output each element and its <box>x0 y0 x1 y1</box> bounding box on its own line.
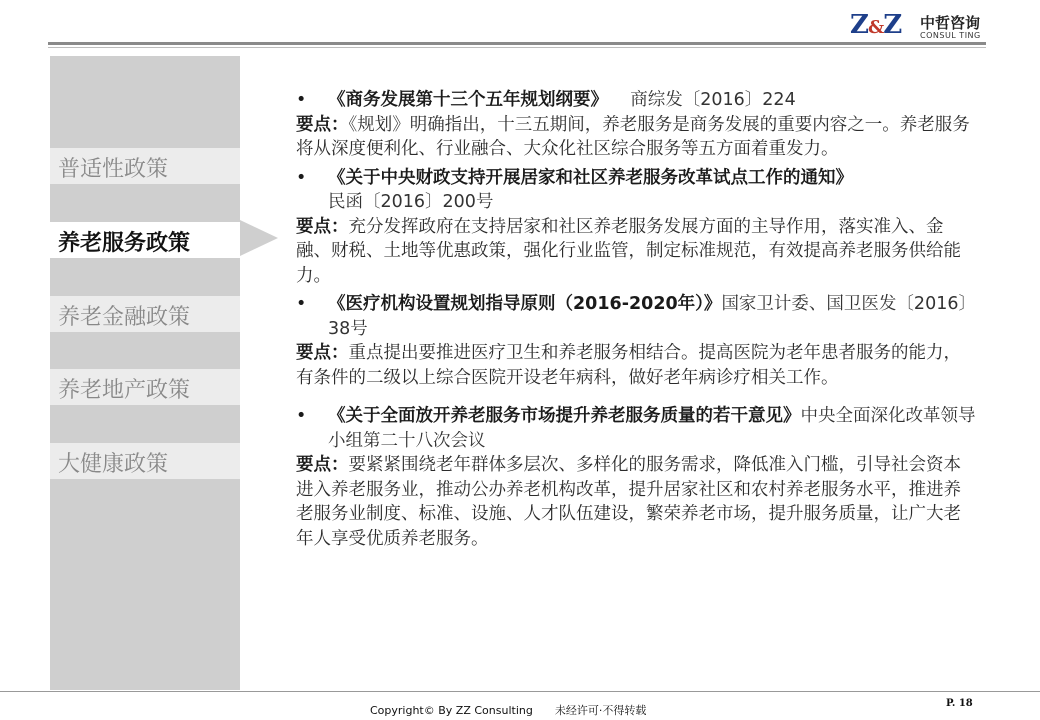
sidebar-item-elderly-service-policy[interactable] <box>50 222 240 258</box>
sidebar-item-label: 普适性政策 <box>58 157 169 182</box>
policy-title-line <box>296 166 976 215</box>
sidebar-item-elderly-finance-policy[interactable] <box>50 296 240 332</box>
point-text: 《规划》明确指出，十三五期间，养老服务是商务发展的重要内容之一。养老服务将从深度便利化、行业融合、大众化社区综合服务等五方面着重发力。 <box>296 114 970 159</box>
point-text: 要紧紧围绕老年群体多层次、多样化的服务需求，降低准入门槛，引导社会资本进入养老服务业，推动公办养老机构改革，提升居家社区和农村养老服务水平，推进养老服务业制度、标准、设施、人才队伍建设，繁荣养老市场，提升服务质量，让广大老年人享受优质养老服务。 <box>296 455 961 549</box>
policy-item <box>296 404 976 551</box>
footer <box>370 702 646 718</box>
policy-item <box>296 292 976 390</box>
page-number: P. 18 <box>946 698 973 709</box>
policy-title-line <box>296 292 976 341</box>
footer-divider <box>0 691 1040 692</box>
sidebar-item-label: 养老服务政策 <box>58 231 191 256</box>
policy-item <box>296 166 976 289</box>
header-divider <box>48 42 986 45</box>
header-divider-thin <box>48 47 986 48</box>
reprint-notice: 未经许可·不得转载 <box>554 704 647 717</box>
policy-title-line <box>296 404 976 453</box>
company-logo <box>850 10 990 42</box>
policy-point <box>296 113 976 162</box>
sidebar-item-health-policy[interactable] <box>50 443 240 479</box>
logo-english-name: CONSUL TING <box>920 31 981 40</box>
policy-title-line <box>296 88 976 113</box>
sidebar-item-universal-policy[interactable] <box>50 148 240 184</box>
active-pointer-arrow-icon <box>240 220 278 256</box>
sidebar-item-label: 大健康政策 <box>58 452 169 477</box>
bullet-icon: • <box>296 167 307 188</box>
point-text: 充分发挥政府在支持居家和社区养老服务发展方面的主导作用，落实准入、金融、财税、土地等优惠政策，强化行业监管，制定标准规范，有效提高养老服务供给能力。 <box>296 216 961 286</box>
policy-title: 《医疗机构设置规划指导原则（2016-2020年）》 <box>328 294 722 314</box>
sidebar-item-label: 养老地产政策 <box>58 378 191 403</box>
policy-point <box>296 453 976 551</box>
logo-mark: Z&Z <box>850 10 902 40</box>
policy-source: 国家卫计委、国卫医发〔2016〕38号 <box>328 294 976 339</box>
bullet-icon: • <box>296 90 307 110</box>
point-label: 要点： <box>296 216 349 237</box>
sidebar-item-elderly-realestate-policy[interactable] <box>50 369 240 405</box>
point-label: 要点： <box>296 455 349 475</box>
point-label: 要点： <box>296 114 349 135</box>
policy-item <box>296 88 976 162</box>
sidebar-item-label: 养老金融政策 <box>58 305 191 330</box>
policy-point <box>296 215 976 289</box>
policy-title: 《关于中央财政支持开展居家和社区养老服务改革试点工作的通知》 <box>328 167 853 188</box>
policy-source: 商综发〔2016〕224 <box>630 90 796 110</box>
policy-point <box>296 341 976 390</box>
policy-title: 《关于全面放开养老服务市场提升养老服务质量的若干意见》 <box>328 406 801 426</box>
policy-source: 中央全面深化改革领导小组第二十八次会议 <box>328 406 976 451</box>
policy-source: 民函〔2016〕200号 <box>328 192 494 212</box>
bullet-icon: • <box>296 406 307 426</box>
policy-title: 《商务发展第十三个五年规划纲要》 <box>328 90 608 110</box>
copyright-text: Copyright© By ZZ Consulting <box>370 704 533 717</box>
policy-list <box>296 88 976 555</box>
bullet-icon: • <box>296 294 307 314</box>
sidebar-nav <box>50 56 240 690</box>
logo-chinese-name: 中哲咨询 <box>920 14 981 32</box>
point-text: 重点提出要推进医疗卫生和养老服务相结合。提高医院为老年患者服务的能力，有条件的二级以上综合医院开设老年病科，做好老年病诊疗相关工作。 <box>296 343 961 388</box>
point-label: 要点： <box>296 343 349 363</box>
